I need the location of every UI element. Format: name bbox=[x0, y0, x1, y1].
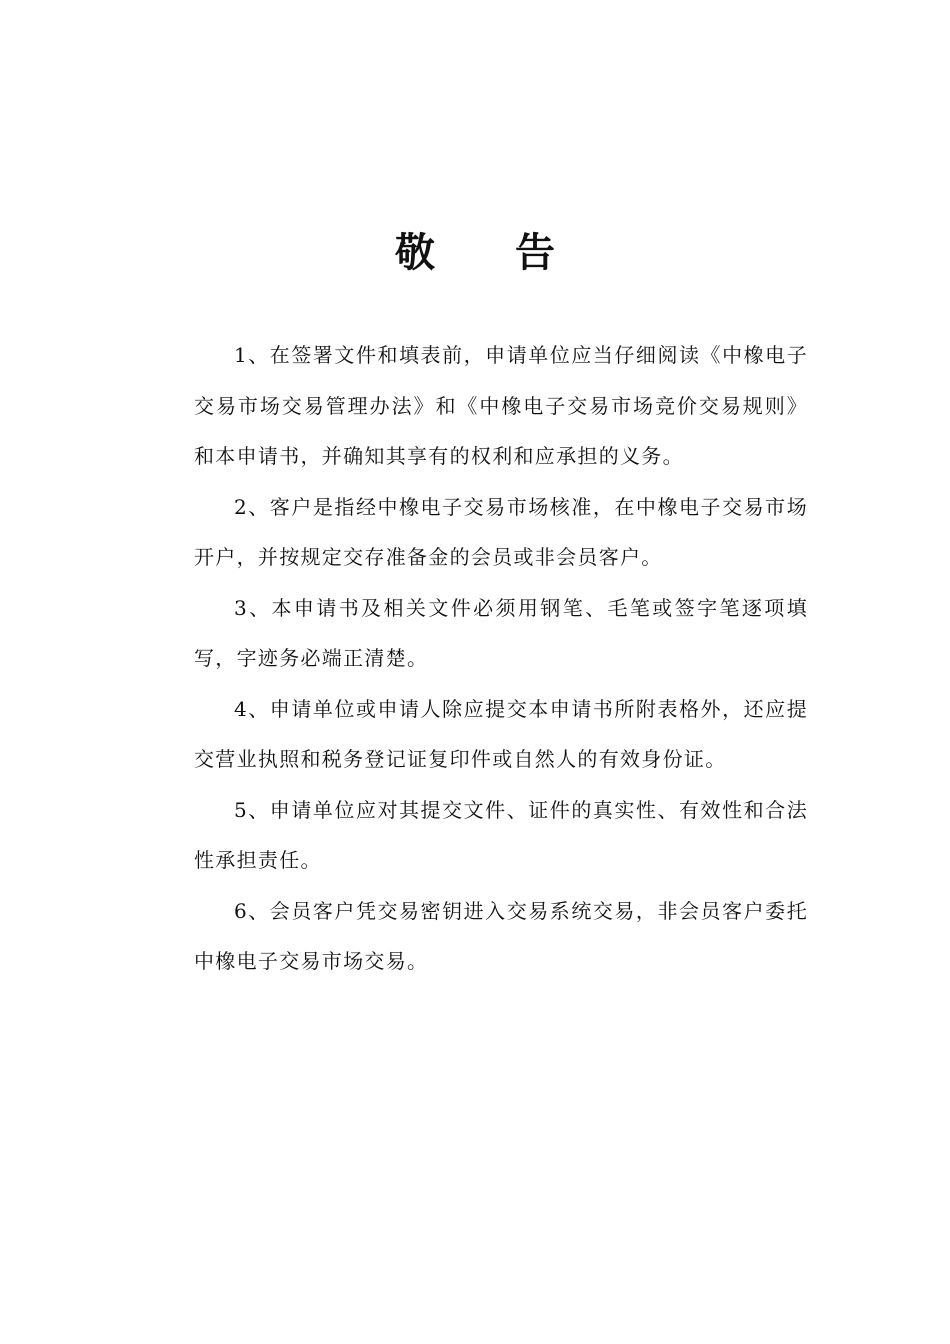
page-title: 敬告 bbox=[395, 229, 635, 276]
notice-body bbox=[194, 330, 808, 987]
notice-item-5: 5、申请单位应对其提交文件、证件的真实性、有效性和合法性承担责任。 bbox=[194, 797, 808, 872]
notice-item-6: 6、会员客户凭交易密钥进入交易系统交易，非会员客户委托中橡电子交易市场交易。 bbox=[194, 898, 808, 973]
notice-item-2: 2、客户是指经中橡电子交易市场核准，在中橡电子交易市场开户，并按规定交存准备金的会员或非会员客户。 bbox=[194, 494, 808, 569]
notice-item-1: 1、在签署文件和填表前，申请单位应当仔细阅读《中橡电子交易市场交易管理办法》和《中橡电子交易市场竞价交易规则》和本申请书，并确知其享有的权利和应承担的义务。 bbox=[194, 343, 808, 468]
notice-item-4: 4、申请单位或申请人除应提交本申请书所附表格外，还应提交营业执照和税务登记证复印件或自然人的有效身份证。 bbox=[194, 696, 808, 771]
notice-item-3: 3、本申请书及相关文件必须用钢笔、毛笔或签字笔逐项填写，字迹务必端正清楚。 bbox=[194, 595, 808, 670]
